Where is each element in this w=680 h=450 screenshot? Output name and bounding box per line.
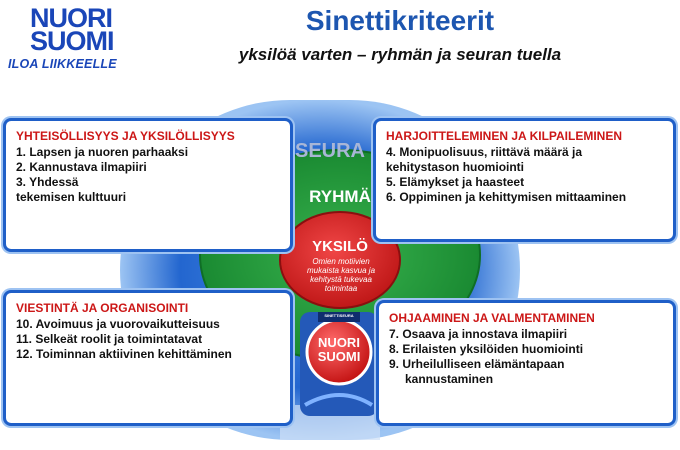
box-item: 10. Avoimuus ja vuorovaikutteisuus bbox=[16, 317, 220, 331]
badge-ribbon-text: SINETTISEURA bbox=[324, 313, 354, 318]
box-item: tekemisen kulttuuri bbox=[16, 190, 127, 204]
box-item: 3. Yhdessä bbox=[16, 175, 79, 189]
box-item: 6. Oppiminen ja kehittymisen mittaaminen bbox=[386, 190, 627, 204]
seura-label: SEURA bbox=[294, 140, 365, 162]
page-title: Sinettikriteerit bbox=[305, 5, 495, 36]
logo-tagline: ILOA LIIKKEELLE bbox=[8, 57, 117, 71]
box-heading: VIESTINTÄ JA ORGANISOINTI bbox=[16, 301, 189, 315]
box-item: 11. Selkeät roolit ja toimintatavat bbox=[16, 332, 203, 346]
box-item: 5. Elämykset ja haasteet bbox=[386, 175, 525, 189]
box-guiding-coaching bbox=[376, 300, 676, 426]
logo-line1: NUORI bbox=[30, 3, 112, 33]
yksilo-description: Omien motiivien mukaista kasvua ja kehitystä tukevaa toimintaa bbox=[306, 257, 376, 293]
box-heading: YHTEISÖLLISYYS JA YKSILÖLLISYYS bbox=[16, 129, 235, 143]
badge-line1: NUORI bbox=[318, 335, 360, 350]
badge-line2: SUOMI bbox=[317, 349, 361, 364]
box-item: 4. Monipuolisuus, riittävä määrä ja bbox=[386, 145, 583, 159]
box-item: 9. Urheilulliseen elämäntapaan bbox=[389, 357, 565, 371]
box-communication-organising bbox=[3, 290, 293, 426]
box-item: kannustaminen bbox=[405, 372, 494, 386]
logo-line2: SUOMI bbox=[30, 26, 114, 56]
box-item: 1. Lapsen ja nuoren parhaaksi bbox=[16, 145, 189, 159]
yksilo-label: YKSILÖ bbox=[312, 238, 368, 255]
box-item: 7. Osaava ja innostava ilmapiiri bbox=[389, 327, 568, 341]
box-item: 8. Erilaisten yksilöiden huomiointi bbox=[389, 342, 584, 356]
ryhma-label: RYHMÄ bbox=[309, 187, 371, 206]
box-heading: HARJOITTELEMINEN JA KILPAILEMINEN bbox=[386, 129, 623, 143]
box-item: 2. Kannustava ilmapiiri bbox=[16, 160, 147, 174]
box-item: 12. Toiminnan aktiivinen kehittäminen bbox=[16, 347, 232, 361]
box-item: kehitystason huomiointi bbox=[386, 160, 525, 174]
box-community-individuality bbox=[3, 118, 293, 252]
box-heading: OHJAAMINEN JA VALMENTAMINEN bbox=[389, 311, 595, 325]
box-training-competing bbox=[373, 118, 676, 242]
page-subtitle: yksilöä varten – ryhmän ja seuran tuella bbox=[238, 45, 562, 64]
